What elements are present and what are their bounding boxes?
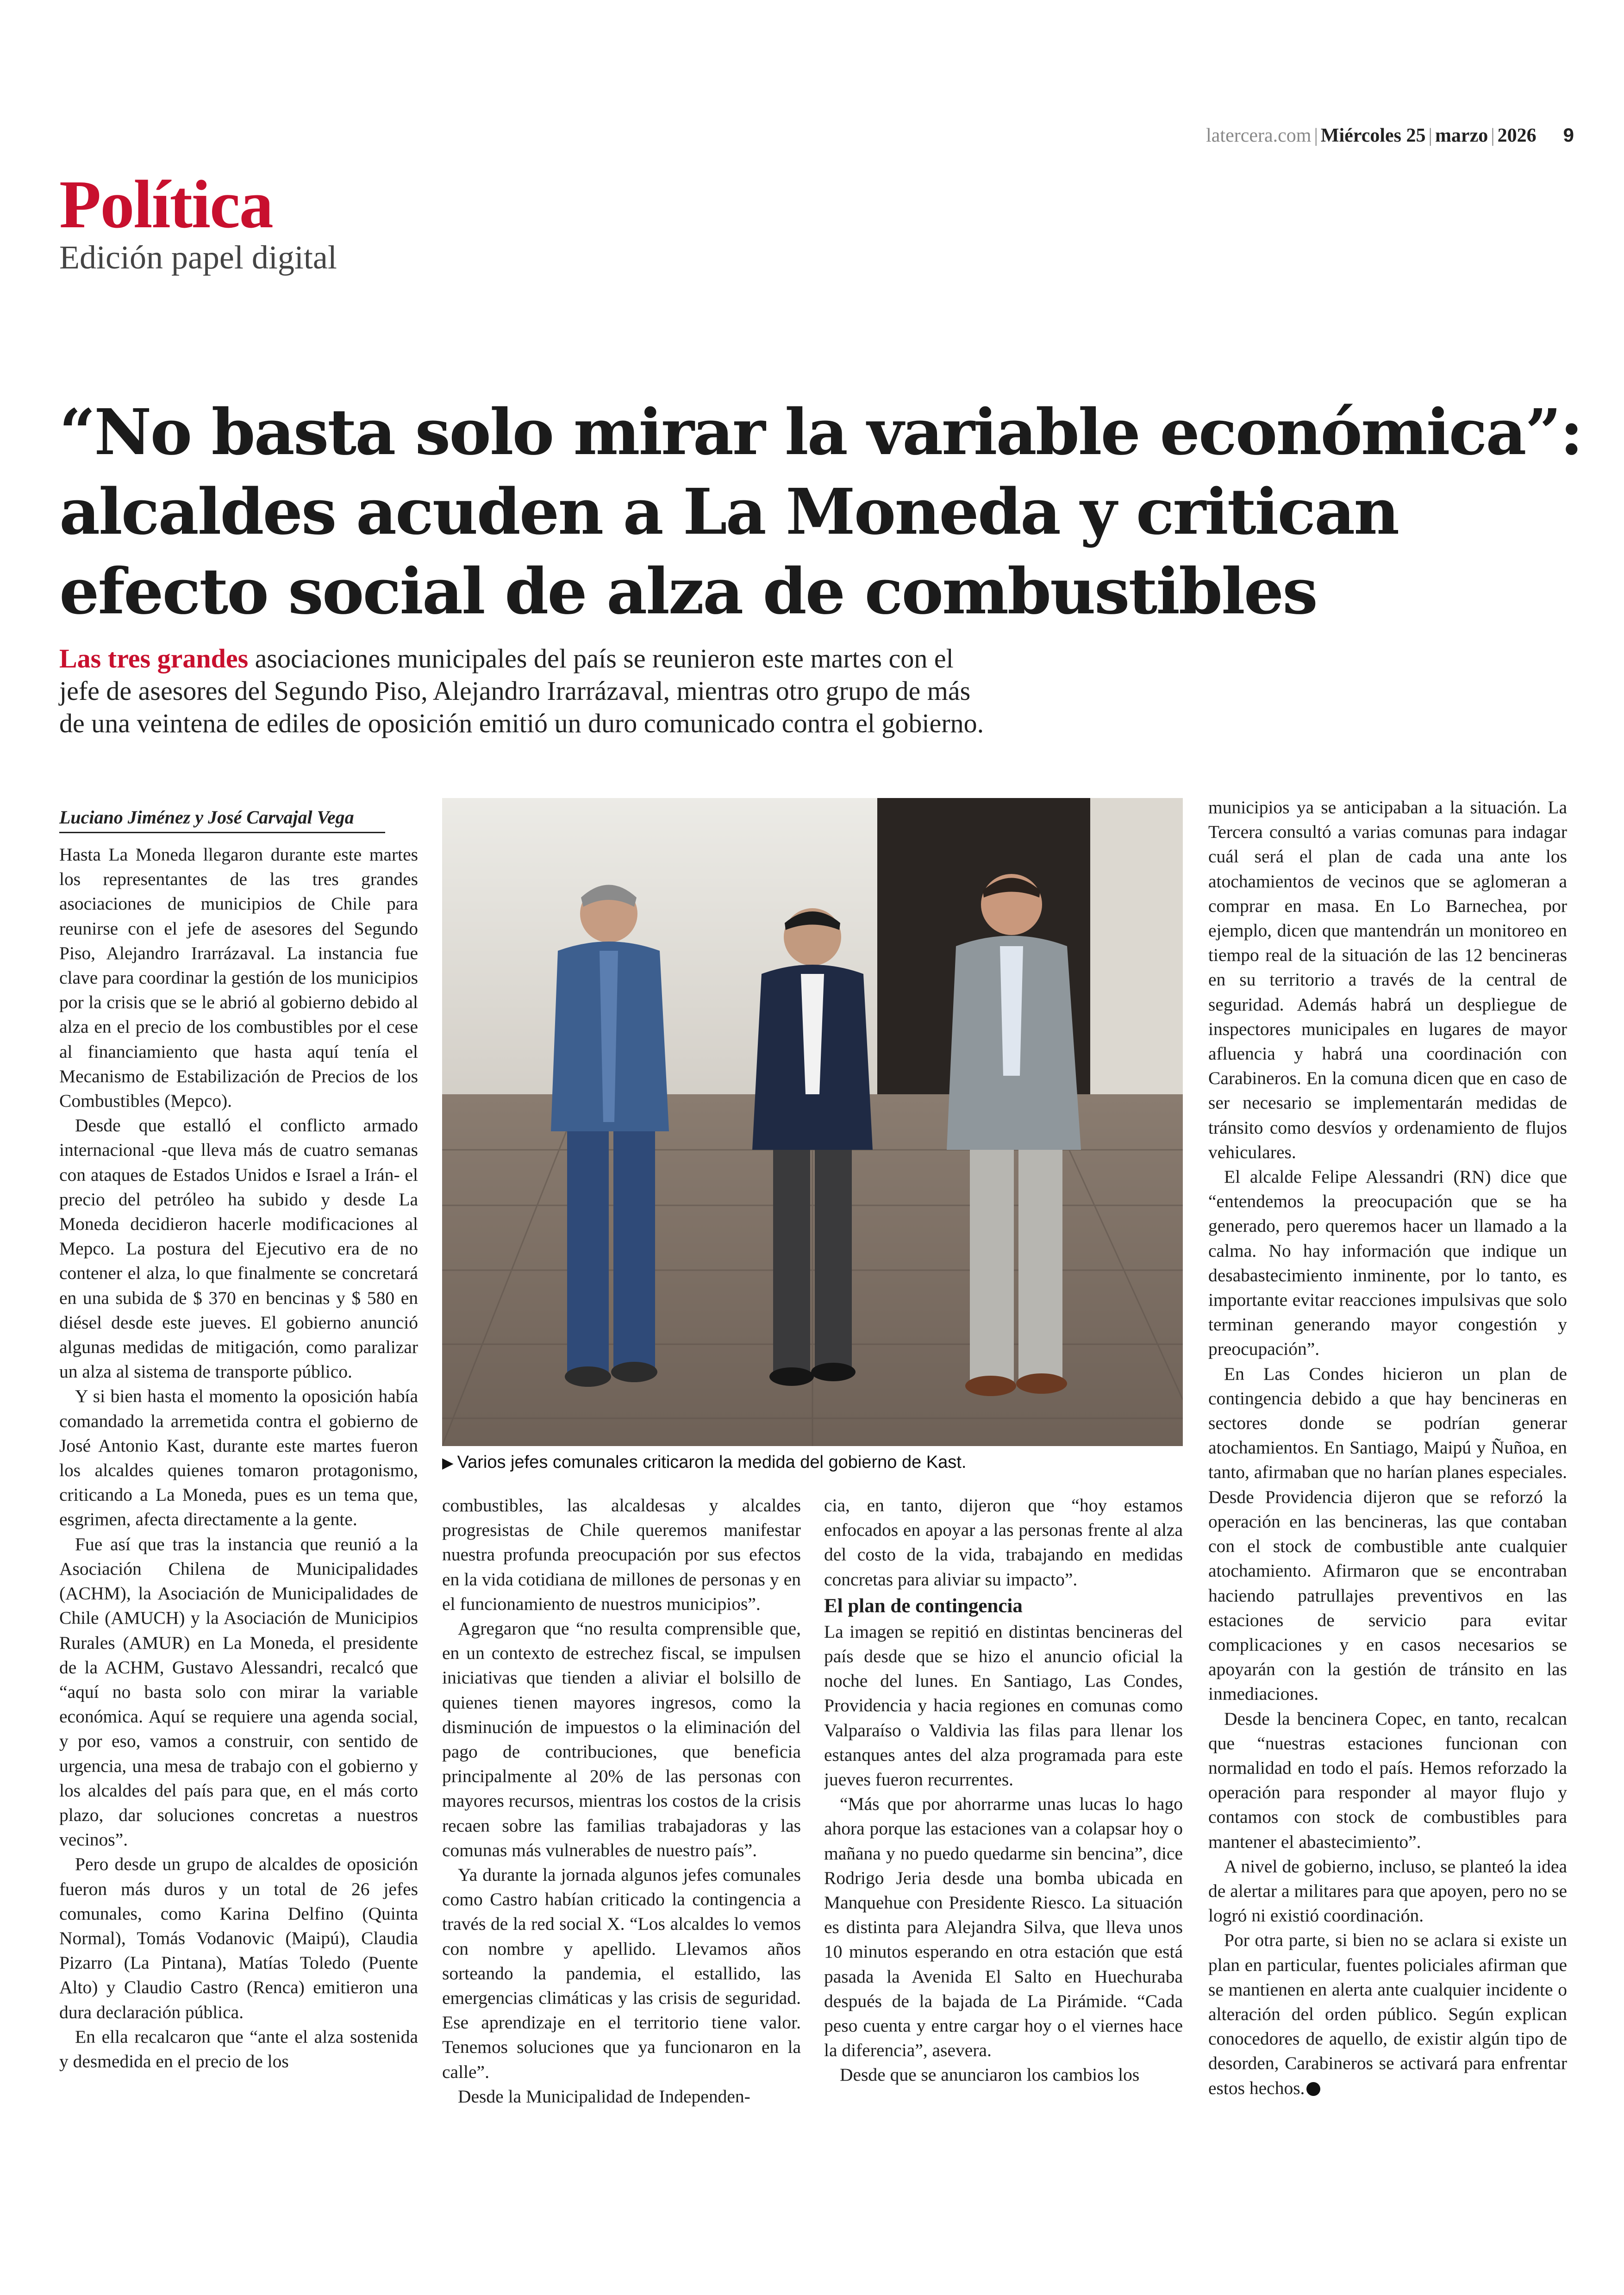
page-number: 9 [1563,124,1574,146]
paragraph: Desde que se anunciaron los cambios los [840,2064,1140,2085]
article-photo [442,798,1183,1446]
subheading: El plan de contingencia [824,1595,1023,1617]
paragraph: Desde que estalló el conflicto armado internacional -que lleva más de cuatro semanas con ataques de Estados Unidos e Israel a Irán- el precio del petróleo ha subido y desde La Moneda decidieron hacerle modificaciones al Mepco. La postura del Ejecutivo era de no contener el alza, lo que finalmente se concretará en una subida de $ 370 en bencinas y $ 580 en diésel desde este jueves. El gobierno anunció algunas medidas de mitigación, como paralizar un alza al sistema de transporte público. [59,1115,418,1382]
paragraph: Desde la bencinera Copec, en tanto, recalcan que “nuestras estaciones funcionan con normalidad en todo el país. Hemos reforzado la operación para responder al mayor flujo y contamos con stock de combustibles para mantener el abastecimiento”. [1208,1708,1567,1852]
headline-line: alcaldes acuden a La Moneda y critican [59,475,1399,549]
deck-lead: Las tres grandes [59,643,249,674]
paragraph: En ella recalcaron que “ante el alza sostenida y desmedida en el precio de los [59,2026,418,2071]
paragraph: combustibles, las alcaldesas y alcaldes progresistas de Chile queremos manifestar nuestra profunda preocupación por sus efectos en la vida cotidiana de millones de personas y en el funcionamiento de nuestros municipios”. [442,1495,801,1614]
paragraph: Y si bien hasta el momento la oposición había comandado la arremetida contra el gobierno de José Antonio Kast, durante este martes fueron los alcaldes quienes tomaron protagonismo, criticando a La Moneda, pues es un tema que, esgrimen, afecta directamente a la gente. [59,1386,418,1530]
section-title: Política [59,167,273,243]
article-column-1 [59,842,418,2187]
paragraph: cia, en tanto, dijeron que “hoy estamos enfocados en apoyar a las personas frente al alza del costo de la vida, trabajando en medidas concretas para aliviar su impacto”. [824,1495,1183,1590]
edition-label: Edición papel digital [59,239,337,276]
caption-triangle-icon: ▶ [442,1454,454,1471]
paragraph: Agregaron que “no resulta comprensible que, en un contexto de estrechez fiscal, se impulsen iniciativas que tienden a aliviar el bolsillo de quienes tienen mayores ingresos, como la disminución de impuestos o la eliminación del pago de contribuciones, que beneficia principalmente al 20% de las personas con mayores recursos, mientras los costos de la crisis recaen sobre las familias trabajadoras y las comunas más vulnerables de nuestro país”. [442,1618,801,1860]
photo-caption: ▶ Varios jefes comunales criticaron la medida del gobierno de Kast. [442,1453,967,1472]
paragraph: municipios ya se anticipaban a la situación. La Tercera consultó a varias comunas para indagar cuál será el plan de cada una ante los atochamientos de vecinos que se aglomeran a comprar en masa. En Lo Barnechea, por ejemplo, dicen que mantendrán un monitoreo en tiempo real de la situación de las 12 bencineras en su territorio a través de la central de seguridad. Además habrá un despliegue de inspectores municipales en lugares de mayor afluencia y habrá una coordinación con Carabineros. En la comuna dicen que en caso de ser necesario se implementarán medidas de tránsito como desvíos y ordenamiento de flujos vehiculares. [1208,797,1567,1162]
deck-line: jefe de asesores del Segundo Piso, Alejandro Irarrázaval, mientras otro grupo de más [59,676,971,706]
headline-line: “No basta solo mirar la variable económica”: [59,395,1582,469]
paragraph: En Las Condes hicieron un plan de contingencia debido a que hay bencineras en sectores donde se podrían generar atochamientos. En Santiago, Maipú y Ñuñoa, en tanto, afirmaban que no harían planes especiales. Desde Providencia dijeron que se reforzó la operación en las bencineras, las que contaban con el stock de combustible ante cualquier atochamiento. Afirmaron que se encontraban haciendo patrullajes preventivos en las estaciones de servicio para evitar complicaciones y en casos necesarios se apoyarán con la gestión de tránsito en las inmediaciones. [1208,1363,1567,1704]
paragraph: “Más que por ahorrarme unas lucas lo hago ahora porque las estaciones van a colapsar hoy o mañana y no puedo quedarme sin bencina”, dice Rodrigo Jeria desde una bomba ubicada en Manquehue con Presidente Riesco. La situación es distinta para Alejandra Silva, que lleva unos 10 minutos esperando en otra estación que está pasada la Avenida El Salto en Huechuraba después de la bajada de La Pirámide. “Cada peso cuenta y entre cargar hoy o el viernes hace la diferencia”, asevera. [824,1794,1183,2061]
paragraph: Ya durante la jornada algunos jefes comunales como Castro habían criticado la contingencia a través de la red social X. “Los alcaldes lo vemos con nombre y apellido. Llevamos años sorteando la pandemia, el estallido, las emergencias climáticas y las crisis de seguridad. Ese aprendizaje en el territorio tiene valor. Tenemos soluciones que ya funcionaron en la calle”. [442,1865,801,2082]
article-column-2 [442,1493,801,2187]
article-deck [59,642,1170,740]
paragraph: Desde la Municipalidad de Independen- [458,2086,750,2107]
byline: Luciano Jiménez y José Carvajal Vega [59,806,385,833]
paragraph: La imagen se repitió en distintas bencineras del país desde que se hizo el anuncio oficial la noche del lunes. En Santiago, Las Condes, Providencia y hacia regiones en comunas como Valparaíso o Valdivia las filas para llenar los estanques antes del alza programada para este jueves fueron recurrentes. [824,1621,1183,1790]
article-column-4 [1208,795,1567,2187]
site-url: latercera.com [1206,125,1312,146]
date-month: marzo [1435,125,1488,146]
date-year: 2026 [1497,125,1537,146]
paragraph: Pero desde un grupo de alcaldes de oposición fueron más duros y un total de 26 jefes comunales, como Karina Delfino (Quinta Normal), Tomás Vodanovic (Maipú), Claudia Pizarro (La Pintana), Matías Toledo (Puente Alto) y Claudio Castro (Renca) emitieron una dura declaración pública. [59,1854,418,2022]
deck-line: Las tres grandes asociaciones municipales del país se reunieron este martes con el [59,643,954,674]
article-headline [59,393,1587,631]
paragraph: El alcalde Felipe Alessandri (RN) dice que “entendemos la preocupación que se ha generado, pero queremos hacer un llamado a la calma. No hay información que indique un desabastecimiento inminente, por lo tanto, es importante evitar reacciones impulsivas que solo terminan generando mayor congestión y preocupación”. [1208,1166,1567,1360]
article-column-3 [824,1493,1183,2187]
paragraph: A nivel de gobierno, incluso, se planteó la idea de alertar a militares para que apoyen, pero no se logró ni existió coordinación. [1208,1856,1567,1926]
paragraph: Fue así que tras la instancia que reunió a la Asociación Chilena de Municipalidades (ACHM), la Asociación de Municipalidades de Chile (AMUCH) y la Asociación de Municipios Rurales (AMUR) en La Moneda, el presidente de la ACHM, Gustavo Alessandri, recalcó que “aquí no basta solo con mirar la variable económica. Aquí se requiere una agenda social, y por eso, vamos a construir, con sentido de urgencia, una mesa de trabajo con el gobierno y los alcaldes del país para que, en el más corto plazo, dar soluciones concretas a nuestros vecinos”. [59,1534,418,1850]
paragraph-final: Por otra parte, si bien no se aclara si existe un plan en particular, fuentes policiales afirman que se mantienen en alerta ante cualquier incidente o alteración del orden público. Según explican conocedores de aquello, de existir algún tipo de desorden, Carabineros se activará para enfrentar estos hechos. [1208,1930,1567,2098]
headline-line: efecto social de alza de combustibles [59,555,1317,629]
date-weekday-day: Miércoles 25 [1320,125,1426,146]
end-of-article-icon [1306,2082,1320,2096]
page-header-line: latercera.com | Miércoles 25 | marzo | 2026 9 [1206,124,1574,146]
deck-line: de una veintena de ediles de oposición emitió un duro comunicado contra el gobierno. [59,708,984,738]
paragraph: Hasta La Moneda llegaron durante este martes los representantes de las tres grandes asociaciones de municipios de Chile para reunirse con el jefe de asesores del Segundo Piso, Alejandro Irarrázaval. La instancia fue clave para coordinar la gestión de los municipios por la crisis que se le abrió al gobierno debido al alza en el precio de los combustibles por el cese al financiamiento que hasta aquí tenía el Mecanismo de Estabilización de Precios de los Combustibles (Mepco). [59,844,418,1111]
